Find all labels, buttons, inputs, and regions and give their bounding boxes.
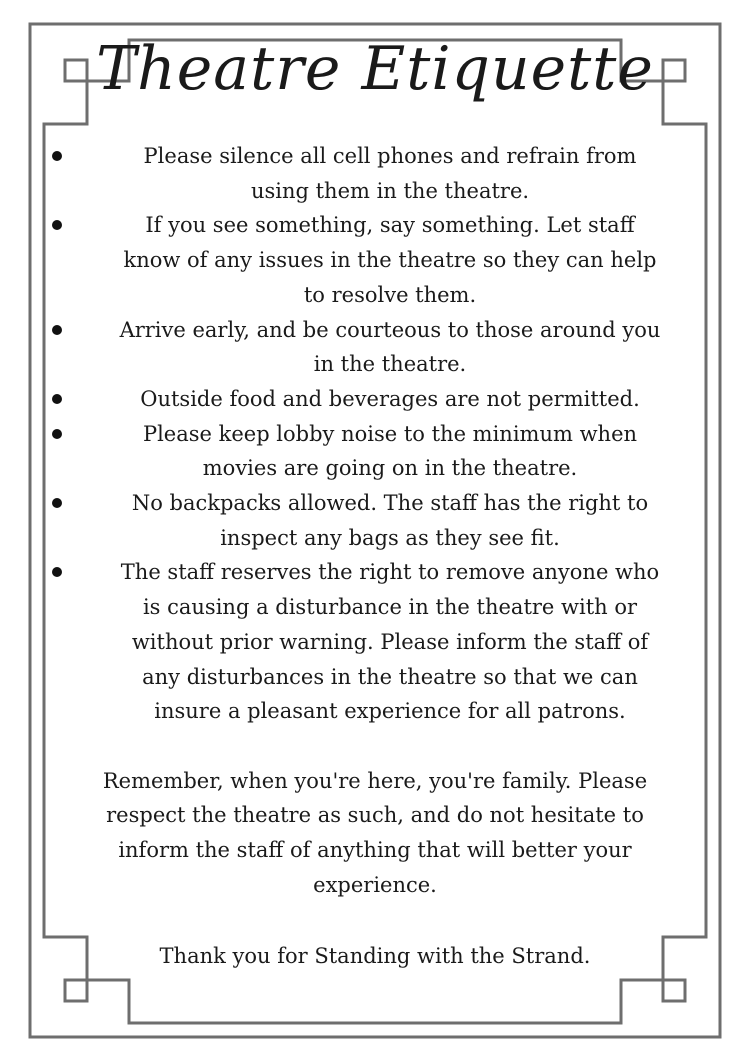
bullet-text-line: Please keep lobby noise to the minimum when	[142, 421, 638, 446]
bullet-icon	[52, 151, 62, 161]
page-title: Theatre Etiquette	[96, 34, 654, 104]
bullet-text-line: No backpacks allowed. The staff has the right to	[131, 491, 649, 515]
bullet-text-line: Please silence all cell phones and refrain from	[143, 144, 637, 168]
signoff-text: Thank you for Standing with the Strand.	[159, 944, 591, 969]
bullet-text-line: The staff reserves the right to remove anyone who	[120, 560, 660, 585]
closing-text-line: inform the staff of anything that will better your	[118, 838, 632, 862]
bullet-icon	[52, 325, 62, 335]
bullet-icon	[52, 498, 62, 508]
bullet-text-line: without prior warning. Please inform the staff of	[131, 629, 649, 654]
bullet-text-line: Outside food and beverages are not permitted.	[140, 386, 640, 411]
closing-text-line: respect the theatre as such, and do not hesitate to	[106, 803, 644, 828]
bullet-text-line: in the theatre.	[313, 352, 467, 377]
bullet-icon	[52, 429, 62, 439]
bullet-text-line: Arrive early, and be courteous to those around you	[119, 317, 661, 342]
closing-text-line: experience.	[313, 872, 437, 897]
bullet-text-line: insure a pleasant experience for all patrons.	[154, 699, 626, 724]
bullet-icon	[52, 394, 62, 404]
bullet-text-line: movies are going on in the theatre.	[202, 456, 578, 481]
bullet-text-line: is causing a disturbance in the theatre with or	[142, 595, 638, 620]
closing-text-line: Remember, when you're here, you're family. Please	[102, 768, 648, 793]
bullet-text-line: inspect any bags as they see fit.	[220, 525, 560, 550]
bullet-text-line: If you see something, say something. Let staff	[145, 213, 635, 238]
bullet-text-line: any disturbances in the theatre so that we can	[142, 664, 638, 689]
bullet-text-line: know of any issues in the theatre so they can help	[123, 248, 657, 273]
bullet-text-line: using them in the theatre.	[250, 178, 530, 203]
bullet-text-line: to resolve them.	[303, 282, 477, 307]
